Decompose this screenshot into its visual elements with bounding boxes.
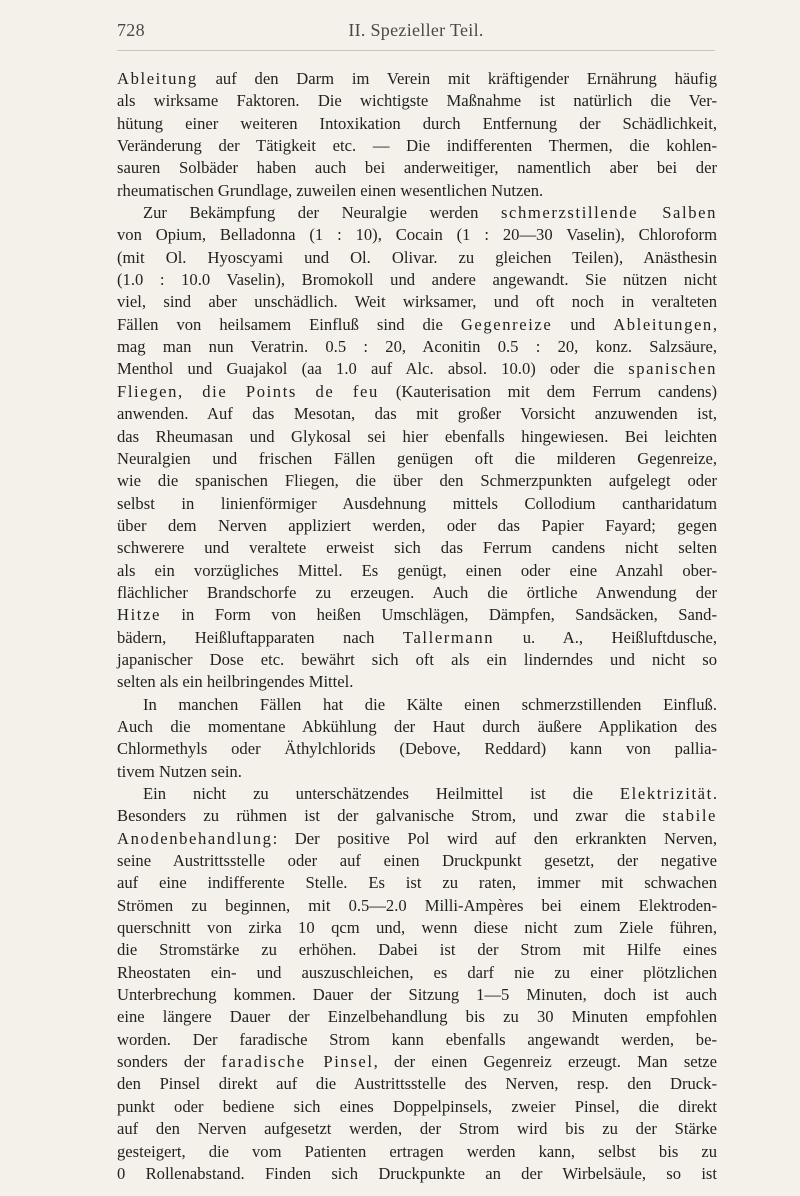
text-run: Neuralgien und frischen Fällen genügen oft die milderen Gegenreize, <box>117 448 717 468</box>
text-run: eine längere Dauer der Einzelbehandlung bis zu 30 Minuten empfohlen <box>117 1007 717 1027</box>
body-text <box>117 68 717 1185</box>
text-run: Zur Bekämpfung der Neuralgie werden <box>143 203 501 223</box>
text-run: punkt oder bediene sich eines Doppelpinsels, zweier Pinsel, die direkt <box>117 1096 717 1116</box>
text-line <box>117 1051 717 1073</box>
text-line <box>117 738 717 760</box>
text-run: auf den Darm im Verein mit kräftigender Ernährung häufig <box>197 69 717 88</box>
text-run: seine Austrittsstelle oder auf einen Druckpunkt gesetzt, der negative <box>117 851 717 871</box>
text-line <box>117 761 717 783</box>
text-line <box>117 604 717 626</box>
text-run: flächlicher Brandschorfe zu erzeugen. Auch die örtliche Anwendung der <box>117 582 717 602</box>
text-line <box>117 291 717 313</box>
text-run: 0 Rollenabstand. Finden sich Druckpunkte an der Wirbelsäule, so ist <box>117 1163 717 1183</box>
text-run: in Form von heißen Umschlägen, Dämpfen, Sandsäcken, Sand- <box>160 605 717 625</box>
text-run: auf eine indifferente Stelle. Es ist zu raten, immer mit schwachen <box>117 873 717 893</box>
text-line <box>117 90 717 112</box>
spaced-emphasis: Gegenreize <box>460 314 553 334</box>
text-run: selten als ein heilbringendes Mittel. <box>117 672 354 692</box>
text-line <box>117 783 717 805</box>
text-run: tivem Nutzen sein. <box>117 761 242 781</box>
text-run: die Stromstärke zu erhöhen. Dabei ist der Strom mit Hilfe eines <box>117 940 717 960</box>
header-rule <box>117 50 715 51</box>
text-line <box>117 470 717 492</box>
text-run: auf den Nerven aufgesetzt werden, der Strom wird bis zu der Stärke <box>117 1119 717 1139</box>
text-run: sonders der <box>117 1052 222 1072</box>
text-line <box>117 202 717 224</box>
text-run: , <box>712 314 717 334</box>
text-run: hütung einer weiteren Intoxikation durch Entfernung der Schädlichkeit, <box>117 113 717 133</box>
spaced-emphasis: stabile <box>662 806 717 826</box>
text-line <box>117 694 717 716</box>
text-run: von Opium, Belladonna (1 : 10), Cocain (1 : 20—30 Vaselin), Chloroform <box>117 225 717 245</box>
text-run: : Der positive Pol wird auf den erkrankten Nerven, <box>272 828 717 848</box>
text-run: querschnitt von zirka 10 qcm und, wenn diese nicht zum Ziele führen, <box>117 918 717 938</box>
text-run: u. A., Heißluftdusche, <box>494 627 717 647</box>
text-run: gesteigert, die vom Patienten ertragen werden kann, selbst bis zu <box>117 1141 717 1161</box>
text-line <box>117 805 717 827</box>
running-header <box>117 20 715 50</box>
text-run: In manchen Fällen hat die Kälte einen schmerzstillenden Einfluß. <box>143 694 717 714</box>
text-run: . <box>712 784 717 803</box>
text-run: mag man nun Veratrin. 0.5 : 20, Aconitin 0.5 : 20, konz. Salzsäure, <box>117 337 717 357</box>
text-line <box>117 895 717 917</box>
text-line <box>117 113 717 135</box>
spaced-emphasis: Ableitungen <box>613 314 713 334</box>
spaced-emphasis: schmerzstillende Salben <box>500 203 717 223</box>
spaced-emphasis: Tallermann <box>402 627 495 647</box>
text-run: selbst in linienförmiger Ausdehnung mittels Collodium cantharidatum <box>117 493 717 513</box>
text-line <box>117 716 717 738</box>
text-line <box>117 1141 717 1163</box>
text-run: , der einen Gegenreiz erzeugt. Man setze <box>373 1052 718 1072</box>
text-line <box>117 828 717 850</box>
spaced-emphasis: Ableitung <box>117 69 198 88</box>
text-run: Unterbrechung kommen. Dauer der Sitzung 1—5 Minuten, doch ist auch <box>117 985 717 1005</box>
text-run: den Pinsel direkt auf die Austrittsstelle des Nerven, resp. den Druck- <box>117 1074 717 1094</box>
text-run: (1.0 : 10.0 Vaselin), Bromokoll und andere angewandt. Sie nützen nicht <box>117 270 717 290</box>
text-line <box>117 649 717 671</box>
text-run: Besonders zu rühmen ist der galvanische Strom, und zwar die <box>117 806 663 826</box>
text-line <box>117 1163 717 1185</box>
text-run: bädern, Heißluftapparaten nach <box>117 627 403 647</box>
text-line <box>117 1118 717 1140</box>
text-line <box>117 1029 717 1051</box>
text-line <box>117 560 717 582</box>
text-line <box>117 627 717 649</box>
text-run: worden. Der faradische Strom kann ebenfalls angewandt werden, be- <box>117 1029 717 1049</box>
text-run: Ein nicht zu unterschätzendes Heilmittel ist die <box>143 784 620 803</box>
spaced-emphasis: faradische Pinsel <box>221 1052 374 1072</box>
text-line <box>117 224 717 246</box>
spaced-emphasis: Elektrizität <box>619 784 713 803</box>
text-line <box>117 962 717 984</box>
text-line <box>117 358 717 380</box>
text-run: (mit Ol. Hyoscyami und Ol. Olivar. zu gleichen Teilen), Anästhesin <box>117 247 717 267</box>
text-run: (Kauterisation mit dem Ferrum candens) <box>378 381 717 401</box>
spaced-emphasis: Anodenbehandlung <box>117 828 273 848</box>
text-line <box>117 247 717 269</box>
spaced-emphasis: Hitze <box>117 605 161 625</box>
text-line <box>117 381 717 403</box>
text-line <box>117 582 717 604</box>
text-line <box>117 269 717 291</box>
text-run: und <box>552 314 614 334</box>
text-line <box>117 180 717 202</box>
text-run: rheumatischen Grundlage, zuweilen einen wesentlichen Nutzen. <box>117 180 544 200</box>
text-run: anwenden. Auf das Mesotan, das mit großer Vorsicht anzuwenden ist, <box>117 404 717 424</box>
spaced-emphasis: Fliegen, die Points de feu <box>117 381 379 401</box>
text-line <box>117 1006 717 1028</box>
text-line <box>117 493 717 515</box>
text-run: Fällen von heilsamem Einfluß sind die <box>117 314 461 334</box>
text-line <box>117 314 717 336</box>
text-run: Rheostaten ein- und auszuschleichen, es darf nie zu einer plötzlichen <box>117 962 717 982</box>
text-run: Chlormethyls oder Äthylchlorids (Debove, Reddard) kann von pallia- <box>117 739 717 759</box>
text-line <box>117 872 717 894</box>
text-line <box>117 537 717 559</box>
text-run: Veränderung der Tätigkeit etc. — Die indifferenten Thermen, die kohlen- <box>117 136 717 156</box>
text-run: das Rheumasan und Glykosal sei hier ebenfalls hingewiesen. Bei leichten <box>117 426 717 446</box>
text-run: sauren Solbäder haben auch bei anderweitiger, namentlich aber bei der <box>117 158 717 178</box>
text-line <box>117 157 717 179</box>
text-line <box>117 1073 717 1095</box>
text-line <box>117 336 717 358</box>
text-run: Strömen zu beginnen, mit 0.5—2.0 Milli-Ampères bei einem Elektroden- <box>117 895 717 915</box>
text-line <box>117 984 717 1006</box>
text-line <box>117 939 717 961</box>
spaced-emphasis: spanischen <box>628 359 717 379</box>
text-run: über dem Nerven appliziert werden, oder das Papier Fayard; gegen <box>117 515 717 535</box>
text-run: japanischer Dose etc. bewährt sich oft als ein linderndes und nicht so <box>117 649 717 669</box>
text-run: viel, sind aber unschädlich. Weit wirksamer, und oft noch in veralteten <box>117 292 717 312</box>
text-line <box>117 403 717 425</box>
text-line <box>117 426 717 448</box>
text-run: schwerere und veraltete erweist sich das Ferrum candens nicht selten <box>117 538 717 558</box>
text-line <box>117 515 717 537</box>
chapter-title: II. Spezieller Teil. <box>348 20 484 40</box>
text-line <box>117 671 717 693</box>
text-line <box>117 135 717 157</box>
text-run: Auch die momentane Abkühlung der Haut durch äußere Applikation des <box>117 716 717 736</box>
text-line <box>117 1096 717 1118</box>
text-line <box>117 917 717 939</box>
text-run: wie die spanischen Fliegen, die über den Schmerzpunkten aufgelegt oder <box>117 471 717 491</box>
text-run: Menthol und Guajakol (aa 1.0 auf Alc. absol. 10.0) oder die <box>117 359 629 379</box>
text-run: als wirksame Faktoren. Die wichtigste Maßnahme ist natürlich die Ver- <box>117 91 717 111</box>
text-line <box>117 68 717 90</box>
text-line <box>117 850 717 872</box>
page-number: 728 <box>117 20 145 40</box>
text-line <box>117 448 717 470</box>
text-run: als ein vorzügliches Mittel. Es genügt, einen oder eine Anzahl ober- <box>117 560 717 580</box>
